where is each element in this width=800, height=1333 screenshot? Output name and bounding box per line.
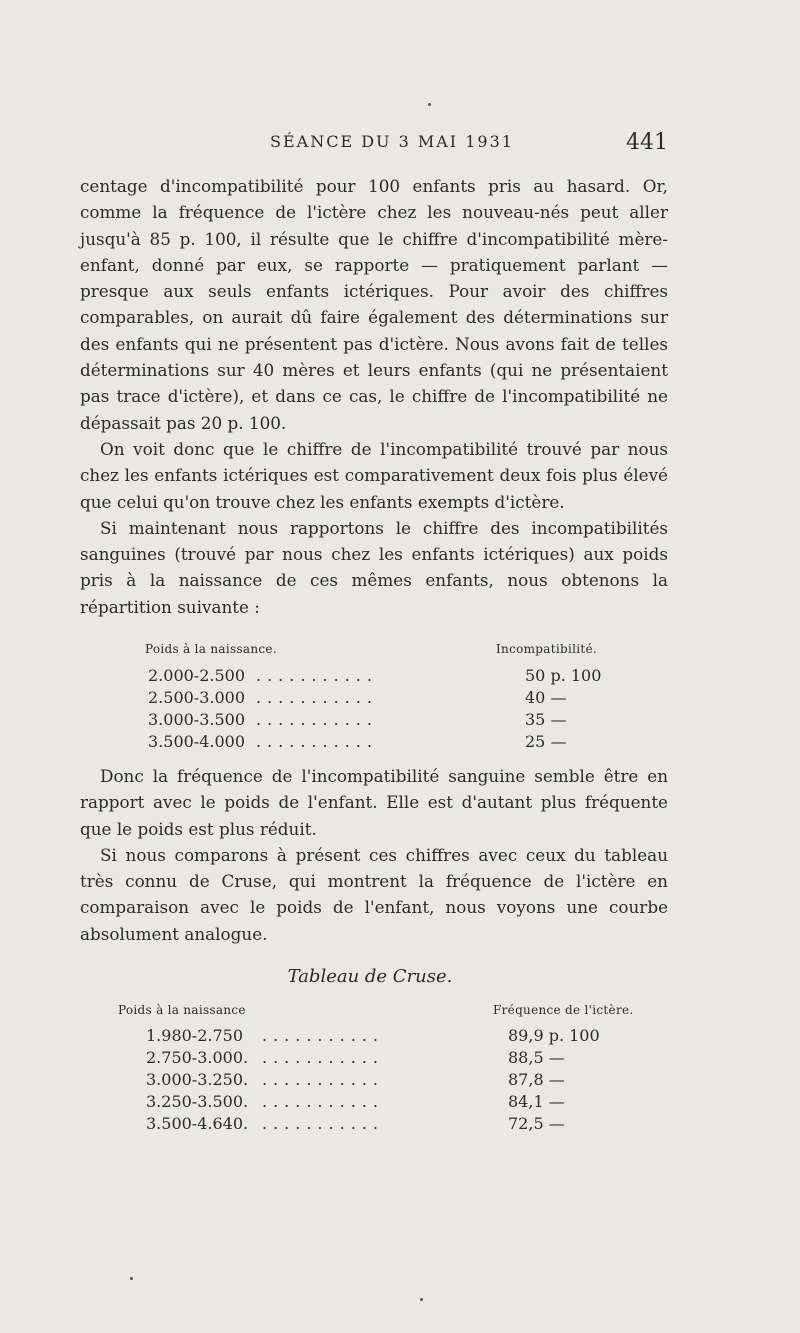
table1-dots: ........... (256, 732, 378, 751)
table2-weight: 3.250-3.500. (146, 1092, 249, 1111)
table1-dots: ........... (256, 710, 378, 729)
paper-speck (428, 103, 431, 106)
table2-col2-header: Fréquence de l'ictère. (493, 1003, 634, 1017)
table2-dots: ........... (262, 1026, 384, 1045)
table2-row (0, 1047, 800, 1069)
page-header (80, 130, 668, 162)
table2-value: 84,1 — (508, 1092, 565, 1111)
table2-weight: 2.750-3.000. (146, 1048, 249, 1067)
table2-dots: ........... (262, 1092, 384, 1111)
table2-value: 72,5 — (508, 1114, 565, 1133)
running-title: SÉANCE DU 3 MAI 1931 (270, 132, 514, 151)
table1-row (0, 731, 800, 753)
table1-weight: 3.000-3.500 (148, 710, 246, 729)
table1-value: 35 — (525, 710, 567, 729)
table1-row (0, 665, 800, 687)
body-text-continued (80, 763, 668, 947)
table2-value: 87,8 — (508, 1070, 565, 1089)
table1-value: 50 p. 100 (525, 666, 602, 685)
table1-row (0, 709, 800, 731)
table1-dots: ........... (256, 666, 378, 685)
paragraph-2: On voit donc que le chiffre de l'incompatibilité trouvé par nous chez les enfants ictériques est comparativement deux fois plus élevé que celui qu'on trouve chez les enfants exempts d'ictère. (80, 438, 668, 512)
table2-dots: ........... (262, 1114, 384, 1133)
table2-weight: 1.980-2.750 (146, 1026, 244, 1045)
table1-weight: 2.000-2.500 (148, 666, 246, 685)
table1-col1-header: Poids à la naissance. (145, 642, 277, 656)
table2-caption: Tableau de Cruse. (287, 966, 453, 987)
paper-speck (420, 1298, 423, 1301)
table2-col1-header: Poids à la naissance (118, 1003, 246, 1017)
table2-value: 89,9 p. 100 (508, 1026, 600, 1045)
table2-row (0, 1113, 800, 1135)
table1-value: 40 — (525, 688, 567, 707)
table2-weight: 3.500-4.640. (146, 1114, 249, 1133)
paragraph-4: Donc la fréquence de l'incompatibilité sanguine semble être en rapport avec le poids de l'enfant. Elle est d'autant plus fréquente que le poids est plus réduit. (80, 766, 668, 839)
table2-row (0, 1091, 800, 1113)
paragraph-5: Si nous comparons à présent ces chiffres avec ceux du tableau très connu de Cruse, qui montrent la fréquence de l'ictère en comparaison avec le poids de l'enfant, nous voyons une courbe absolument analogue. (80, 844, 668, 944)
table2-row (0, 1069, 800, 1091)
page-number: 441 (626, 130, 668, 155)
table1-value: 25 — (525, 732, 567, 751)
table1-dots: ........... (256, 688, 378, 707)
table2-weight: 3.000-3.250. (146, 1070, 249, 1089)
table1-weight: 2.500-3.000 (148, 688, 246, 707)
body-text (80, 173, 668, 620)
paragraph-3: Si maintenant nous rapportons le chiffre des incompatibilités sanguines (trouvé par nous chez les enfants ictériques) aux poids pris à la naissance de ces mêmes enfants, nous obtenons la répartition suivante : (80, 517, 668, 617)
table1-row (0, 687, 800, 709)
table2-value: 88,5 — (508, 1048, 565, 1067)
table2-dots: ........... (262, 1070, 384, 1089)
table2-row (0, 1025, 800, 1047)
table2-dots: ........... (262, 1048, 384, 1067)
table1-col2-header: Incompatibilité. (496, 642, 598, 656)
paper-speck (130, 1277, 133, 1280)
paragraph-1: centage d'incompatibilité pour 100 enfants pris au hasard. Or, comme la fréquence de l'ictère chez les nouveau-nés peut aller jusqu'à 85 p. 100, il résulte que le chiffre d'incompatibilité mère-enfant, donné par eux, se rapporte — pratiquement parlant — presque aux seuls enfants ictériques. Pour avoir des chiffres comparables, on aurait dû faire également des déterminations sur des enfants qui ne présentent pas d'ictère. Nous avons fait de telles déterminations sur 40 mères et leurs enfants (qui ne présentaient pas trace d'ictère), et dans ce cas, le chiffre de l'incompatibilité ne dépassait pas 20 p. 100. (80, 176, 668, 433)
table1-weight: 3.500-4.000 (148, 732, 246, 751)
